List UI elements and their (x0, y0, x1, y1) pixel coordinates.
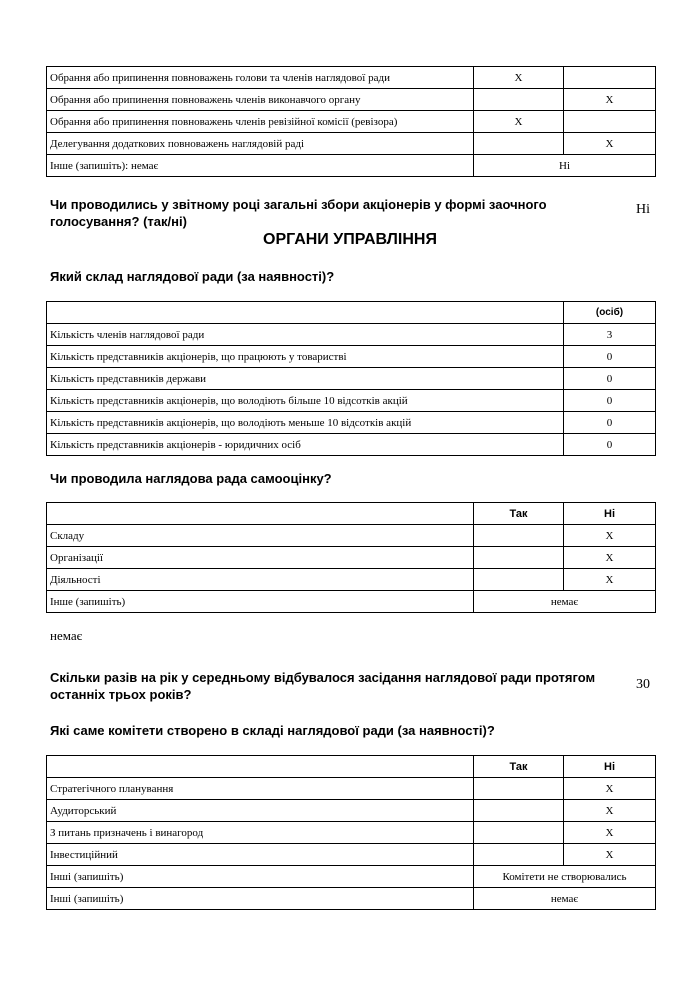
no-cell: X (564, 525, 656, 547)
no-cell: X (564, 778, 656, 800)
yes-cell (474, 778, 564, 800)
table-row (47, 111, 656, 133)
table-row (47, 155, 656, 177)
row-label: Обрання або припинення повноважень голови та членів наглядової ради (47, 67, 474, 89)
table-row (47, 390, 656, 412)
table-row (47, 525, 656, 547)
question-meetings: Скільки разів на рік у середньому відбувалося засідання наглядової ради протягом останніх трьох років? (50, 670, 596, 702)
question-committees: Які саме комітети створено в складі наглядової ради (за наявності)? (50, 723, 495, 738)
blank-header-cell (47, 503, 474, 525)
row-label: Інші (запишіть) (47, 888, 474, 910)
yes-cell (474, 800, 564, 822)
row-label: Інші (запишіть) (47, 866, 474, 888)
no-header: Ні (564, 756, 656, 778)
section-title: ОРГАНИ УПРАВЛІННЯ (263, 231, 437, 248)
row-label: Кількість членів наглядової ради (47, 324, 564, 346)
yes-cell (474, 844, 564, 866)
row-label: Обрання або припинення повноважень членів виконавчого органу (47, 89, 474, 111)
yes-cell (474, 525, 564, 547)
table-row (47, 67, 656, 89)
row-label: Стратегічного планування (47, 778, 474, 800)
mark-cell (564, 111, 656, 133)
row-value: 0 (564, 390, 656, 412)
table-header-row (47, 302, 656, 324)
no-cell: X (564, 800, 656, 822)
row-value: 3 (564, 324, 656, 346)
table-row (47, 346, 656, 368)
table-row (47, 547, 656, 569)
mark-cell (564, 67, 656, 89)
row-label: З питань призначень і винагород (47, 822, 474, 844)
committees-table (46, 755, 656, 910)
row-value: 0 (564, 346, 656, 368)
composition-table (46, 301, 656, 456)
row-value: 0 (564, 368, 656, 390)
table-row (47, 778, 656, 800)
yes-header: Так (474, 503, 564, 525)
question-composition: Який склад наглядової ради (за наявності)? (50, 269, 335, 284)
row-label: Складу (47, 525, 474, 547)
powers-table (46, 66, 656, 177)
row-label: Кількість представників акціонерів - юридичних осіб (47, 434, 564, 456)
blank-header-cell (47, 302, 564, 324)
mark-cell: X (474, 67, 564, 89)
yes-cell (474, 547, 564, 569)
other-value: Ні (474, 155, 656, 177)
row-value: 0 (564, 412, 656, 434)
table-header-row (47, 756, 656, 778)
other-value: Комітети не створювались (474, 866, 656, 888)
no-cell: X (564, 844, 656, 866)
row-label: Обрання або припинення повноважень членів ревізійної комісії (ревізора) (47, 111, 474, 133)
table-row (47, 822, 656, 844)
table-row (47, 133, 656, 155)
other-value: немає (474, 888, 656, 910)
table-row (47, 89, 656, 111)
row-label: Кількість представників акціонерів, що працюють у товаристві (47, 346, 564, 368)
no-cell: X (564, 569, 656, 591)
table-row (47, 368, 656, 390)
mark-cell: X (564, 133, 656, 155)
table-row (47, 844, 656, 866)
row-label: Організації (47, 547, 474, 569)
row-label: Інше (запишіть): немає (47, 155, 474, 177)
unit-header: (осіб) (564, 302, 656, 324)
yes-cell (474, 569, 564, 591)
answer-meetings: 30 (636, 677, 650, 692)
self-assessment-table (46, 502, 656, 613)
table-header-row (47, 503, 656, 525)
yes-cell (474, 822, 564, 844)
table-row (47, 434, 656, 456)
row-label: Інвестиційний (47, 844, 474, 866)
no-cell: X (564, 822, 656, 844)
mark-cell: X (474, 111, 564, 133)
table-row (47, 412, 656, 434)
table-row (47, 591, 656, 613)
table-row (47, 888, 656, 910)
no-cell: X (564, 547, 656, 569)
row-label: Діяльності (47, 569, 474, 591)
question-absentee-voting: Чи проводились у звітному році загальні збори акціонерів у формі заочного голосування? (так/ні) (50, 197, 547, 229)
row-label: Кількість представників акціонерів, що володіють більше 10 відсотків акцій (47, 390, 564, 412)
question-self-assessment: Чи проводила наглядова рада самооцінку? (50, 471, 332, 486)
table-row (47, 800, 656, 822)
table-row (47, 866, 656, 888)
table-row (47, 324, 656, 346)
row-value: 0 (564, 434, 656, 456)
note-after-self-assessment: немає (50, 628, 83, 643)
table-row (47, 569, 656, 591)
answer-absentee-voting: Ні (636, 202, 650, 217)
yes-header: Так (474, 756, 564, 778)
no-header: Ні (564, 503, 656, 525)
row-label: Кількість представників держави (47, 368, 564, 390)
mark-cell: X (564, 89, 656, 111)
row-label: Кількість представників акціонерів, що володіють меньше 10 відсотків акцій (47, 412, 564, 434)
mark-cell (474, 133, 564, 155)
row-label: Делегування додаткових повноважень наглядовій раді (47, 133, 474, 155)
row-label: Аудиторський (47, 800, 474, 822)
blank-header-cell (47, 756, 474, 778)
other-value: немає (474, 591, 656, 613)
mark-cell (474, 89, 564, 111)
row-label: Інше (запишіть) (47, 591, 474, 613)
